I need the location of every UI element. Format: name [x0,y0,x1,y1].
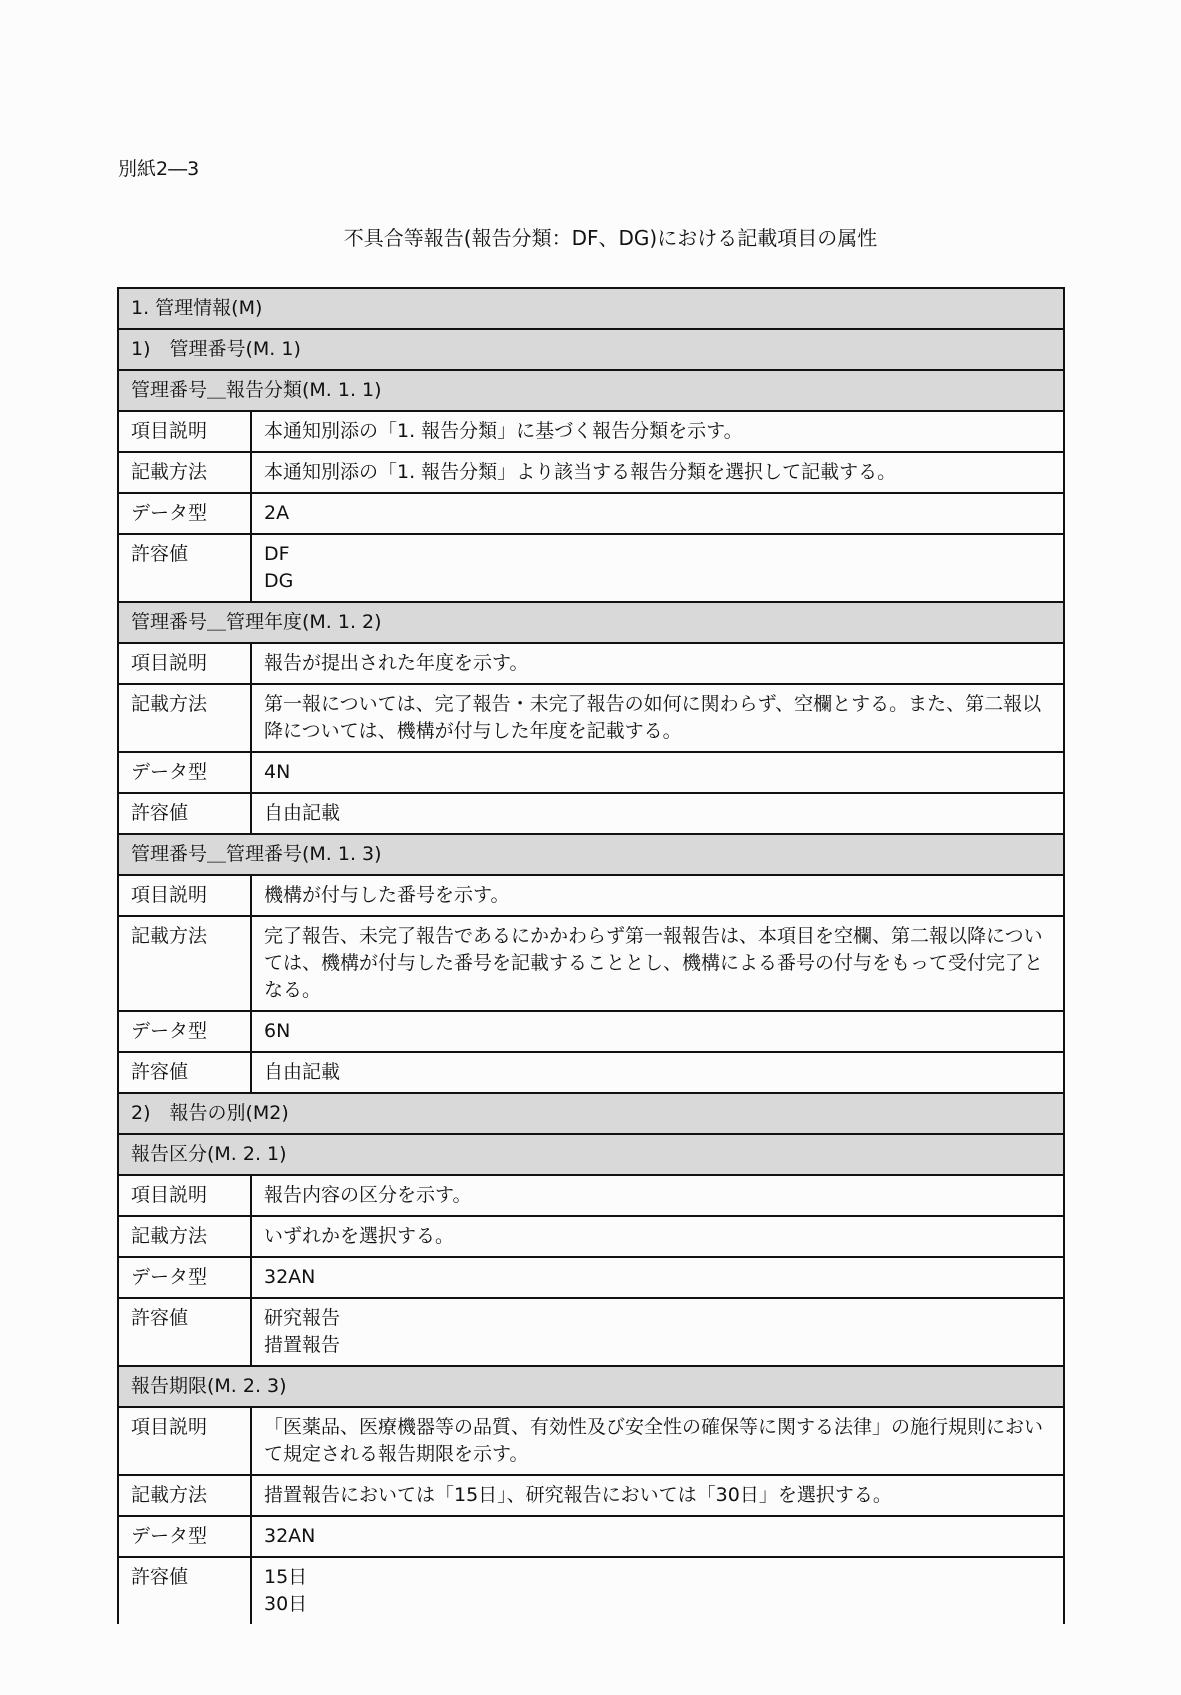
field-label: 記載方法 [118,1216,251,1257]
allowed-value: DG [264,570,294,592]
item-title-row [118,370,1064,411]
field-label: データ型 [118,752,251,793]
field-label: 記載方法 [118,916,251,1011]
field-value [251,534,1064,602]
data-type-row [118,493,1064,534]
method-row [118,1475,1064,1516]
field-label: データ型 [118,1011,251,1052]
field-label: データ型 [118,1516,251,1557]
description-row [118,411,1064,452]
field-label: 許容値 [118,1298,251,1366]
field-value: 6N [251,1011,1064,1052]
allowed-value: 15日 [264,1566,308,1588]
item-title: 報告期限(M. 2. 3) [118,1366,1064,1407]
item-title: 管理番号＿管理番号(M. 1. 3) [118,834,1064,875]
item-title-row [118,834,1064,875]
field-label: 項目説明 [118,1407,251,1475]
field-value: 本通知別添の「1. 報告分類」より該当する報告分類を選択して記載する。 [251,452,1064,493]
field-value [251,1557,1064,1624]
item-title-row [118,1134,1064,1175]
description-row [118,1175,1064,1216]
allowed-values-row [118,793,1064,834]
allowed-value: 措置報告 [264,1334,341,1356]
field-label: 許容値 [118,1052,251,1093]
data-type-row [118,1516,1064,1557]
section-header: 1. 管理情報(M) [118,288,1064,329]
field-value: 2A [251,493,1064,534]
field-label: データ型 [118,1257,251,1298]
item-title-row [118,1366,1064,1407]
subsection-header-row [118,1093,1064,1134]
allowed-values-row [118,1557,1064,1624]
field-value: 4N [251,752,1064,793]
field-label: 許容値 [118,534,251,602]
field-value: 自由記載 [251,1052,1064,1093]
field-value: 措置報告においては「15日」、研究報告においては「30日」を選択する。 [251,1475,1064,1516]
allowed-value: DF [264,543,290,565]
allowed-values-row [118,534,1064,602]
document-title: 不具合等報告(報告分類：DF、DG)における記載項目の属性 [343,226,878,250]
field-value: 報告が提出された年度を示す。 [251,643,1064,684]
item-title-row [118,602,1064,643]
attribute-table [117,287,1065,1624]
method-row [118,452,1064,493]
annex-label: 別紙2―3 [118,158,200,180]
allowed-values-row [118,1052,1064,1093]
field-label: 記載方法 [118,684,251,752]
data-type-row [118,1257,1064,1298]
allowed-value: 30日 [264,1593,308,1615]
field-label: データ型 [118,493,251,534]
allowed-value: 研究報告 [264,1307,341,1329]
subsection-header-row [118,329,1064,370]
field-value: 32AN [251,1257,1064,1298]
item-title: 報告区分(M. 2. 1) [118,1134,1064,1175]
description-row [118,875,1064,916]
field-label: 項目説明 [118,411,251,452]
item-title: 管理番号＿管理年度(M. 1. 2) [118,602,1064,643]
field-value: 機構が付与した番号を示す。 [251,875,1064,916]
data-type-row [118,1011,1064,1052]
description-row [118,1407,1064,1475]
field-value: 本通知別添の「1. 報告分類」に基づく報告分類を示す。 [251,411,1064,452]
method-row [118,1216,1064,1257]
field-label: 許容値 [118,793,251,834]
field-label: 許容値 [118,1557,251,1624]
field-value: いずれかを選択する。 [251,1216,1064,1257]
field-label: 記載方法 [118,1475,251,1516]
field-value: 自由記載 [251,793,1064,834]
field-value: 32AN [251,1516,1064,1557]
subsection-header: 2) 報告の別(M2) [118,1093,1064,1134]
field-label: 項目説明 [118,875,251,916]
method-row [118,684,1064,752]
section-header-row [118,288,1064,329]
data-type-row [118,752,1064,793]
item-title: 管理番号＿報告分類(M. 1. 1) [118,370,1064,411]
field-value: 報告内容の区分を示す。 [251,1175,1064,1216]
method-row [118,916,1064,1011]
field-label: 項目説明 [118,1175,251,1216]
description-row [118,643,1064,684]
field-label: 記載方法 [118,452,251,493]
field-value: 「医薬品、医療機器等の品質、有効性及び安全性の確保等に関する法律」の施行規則において規定される報告期限を示す。 [251,1407,1064,1475]
subsection-header: 1) 管理番号(M. 1) [118,329,1064,370]
field-value: 第一報については、完了報告・未完了報告の如何に関わらず、空欄とする。また、第二報以降については、機構が付与した年度を記載する。 [251,684,1064,752]
field-value [251,1298,1064,1366]
allowed-values-row [118,1298,1064,1366]
field-label: 項目説明 [118,643,251,684]
field-value: 完了報告、未完了報告であるにかかわらず第一報報告は、本項目を空欄、第二報以降については、機構が付与した番号を記載することとし、機構による番号の付与をもって受付完了となる。 [251,916,1064,1011]
